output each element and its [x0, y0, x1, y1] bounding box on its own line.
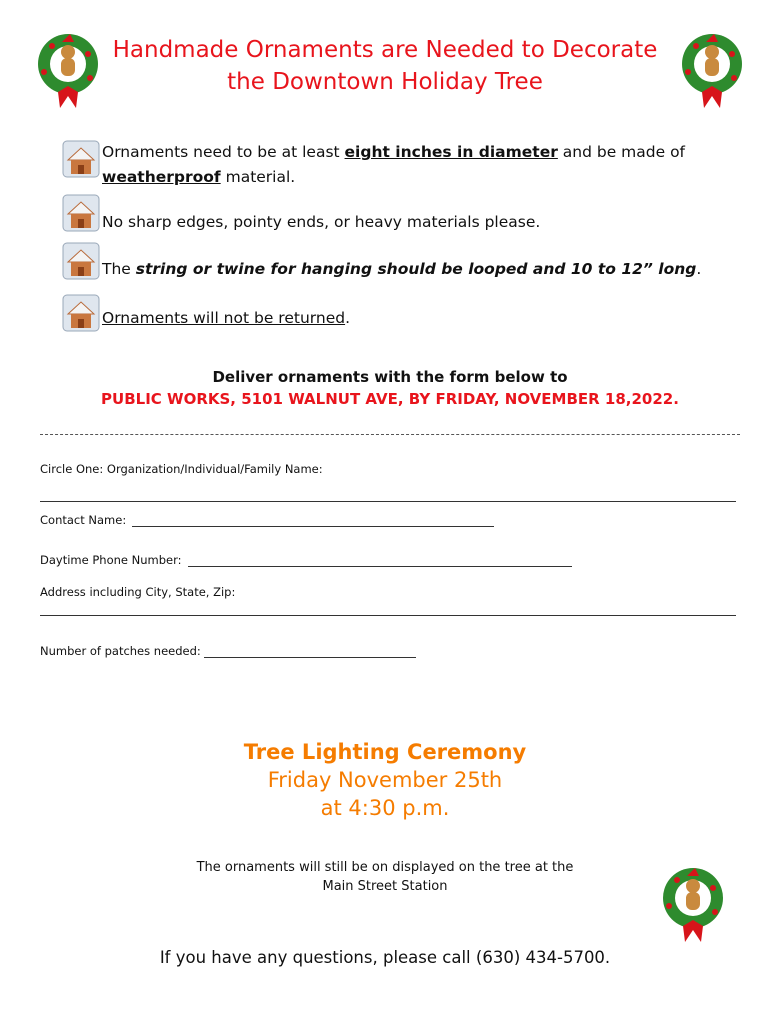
gingerbread-house-icon	[62, 194, 100, 232]
ceremony-title: Tree Lighting Ceremony	[243, 740, 527, 764]
contact-name-field[interactable]	[132, 526, 494, 527]
page-title	[90, 34, 680, 98]
title-line-1: Handmade Ornaments are Needed to Decorate	[112, 37, 658, 63]
patches-label: Number of patches needed:	[40, 644, 201, 658]
patches-field[interactable]	[204, 657, 416, 658]
phone-field[interactable]	[188, 566, 572, 567]
gingerbread-house-icon	[62, 242, 100, 280]
bullet-not-returned	[62, 294, 722, 331]
ceremony-date: Friday November 25th	[267, 768, 503, 792]
org-name-label: Circle One: Organization/Individual/Family Name:	[40, 462, 323, 476]
bullet-2-text: No sharp edges, pointy ends, or heavy materials please.	[102, 213, 541, 231]
note-line-2: Main Street Station	[322, 879, 448, 894]
address-label: Address including City, State, Zip:	[40, 585, 236, 599]
wreath-gingerbread-icon	[676, 28, 748, 110]
ceremony-time: at 4:30 p.m.	[320, 796, 450, 820]
bullet-4-text: .	[345, 309, 351, 327]
display-note	[100, 858, 670, 896]
org-name-field[interactable]	[40, 501, 736, 502]
address-field[interactable]	[40, 615, 736, 616]
deliver-address: PUBLIC WORKS, 5101 WALNUT AVE, BY FRIDAY, NOVEMBER 18,2022.	[101, 390, 679, 408]
bullet-string	[62, 242, 722, 282]
contact-phone-note: If you have any questions, please call (630) 434-5700.	[159, 948, 611, 967]
phone-label: Daytime Phone Number:	[40, 553, 182, 567]
deliver-instructions	[40, 366, 740, 410]
bullet-1-emphasis-weatherproof: weatherproof	[102, 168, 221, 186]
bullet-3-text-a: The	[102, 260, 136, 278]
bullet-no-sharp	[62, 194, 722, 235]
bullet-1-text-c: material.	[220, 168, 296, 186]
bullet-diameter	[62, 140, 722, 190]
deliver-line-1: Deliver ornaments with the form below to	[212, 368, 568, 386]
bullet-3-emphasis: string or twine for hanging should be looped and 10 to 12” long	[135, 260, 697, 278]
note-line-1: The ornaments will still be on displayed on the tree at the	[196, 860, 574, 875]
bullet-3-text-b: .	[696, 260, 702, 278]
bullet-1-text-b: and be made of	[557, 143, 686, 161]
gingerbread-house-icon	[62, 294, 100, 332]
tree-lighting-ceremony	[100, 738, 670, 822]
cut-line-divider	[40, 434, 740, 435]
bullet-1-emphasis-diameter: eight inches in diameter	[344, 143, 558, 161]
bullet-1-text-a: Ornaments need to be at least	[102, 143, 345, 161]
contact-name-label: Contact Name:	[40, 513, 127, 527]
gingerbread-house-icon	[62, 140, 100, 178]
bullet-4-emphasis: Ornaments will not be returned	[102, 309, 346, 327]
title-line-2: the Downtown Holiday Tree	[227, 69, 543, 95]
